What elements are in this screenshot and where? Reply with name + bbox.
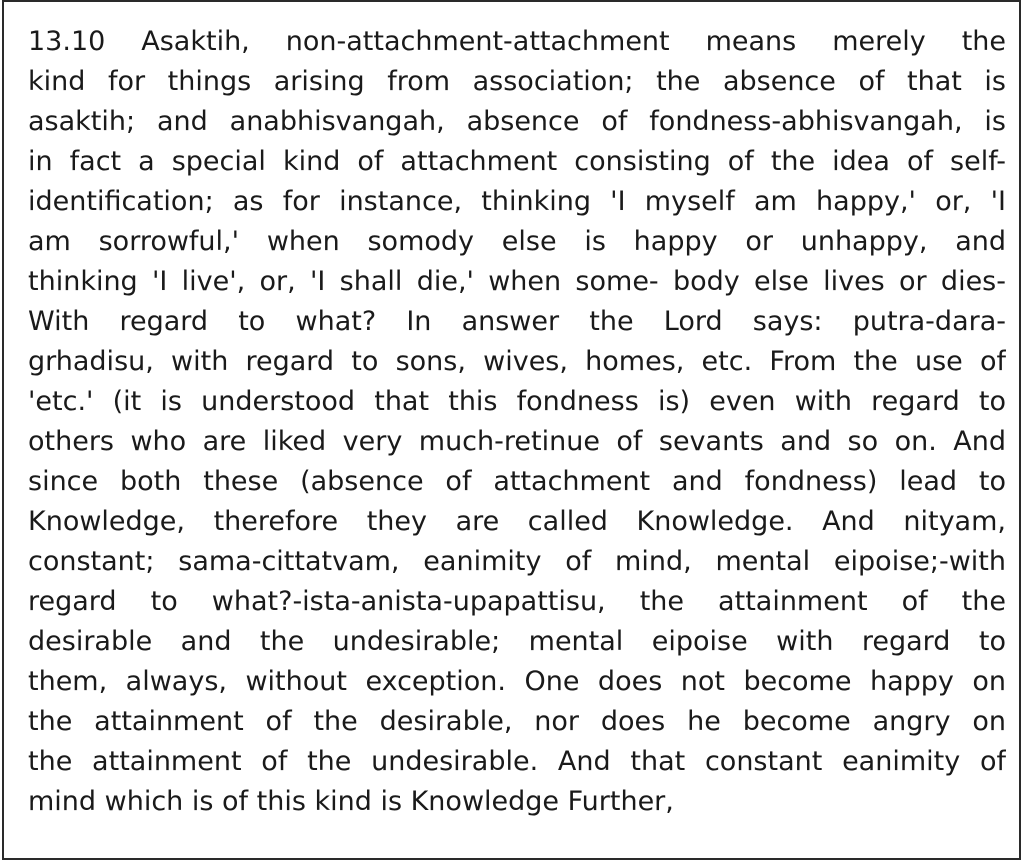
text-panel: [2, 0, 1021, 860]
passage-line: mind which is of this kind is Knowledge Further,: [28, 786, 674, 817]
passage-line: others who are liked very much-retinue of sevants and so on. And: [28, 426, 1006, 457]
passage-line: the attainment of the desirable, nor does he become angry on: [28, 706, 1006, 737]
passage-line: am sorrowful,' when somody else is happy or unhappy, and: [28, 226, 1006, 257]
passage-line: Knowledge, therefore they are called Knowledge. And nityam,: [28, 506, 1006, 537]
passage-line: With regard to what? In answer the Lord says: putra-dara-: [28, 306, 1006, 337]
passage-line: asaktih; and anabhisvangah, absence of fondness-abhisvangah, is: [28, 106, 1006, 137]
passage-line: regard to what?-ista-anista-upapattisu, the attainment of the: [28, 586, 1006, 617]
passage-line: in fact a special kind of attachment consisting of the idea of self-: [28, 146, 1006, 177]
passage-line: since both these (absence of attachment and fondness) lead to: [28, 466, 1006, 497]
passage-line: 13.10 Asaktih, non-attachment-attachment means merely the: [28, 26, 1006, 57]
passage-line: desirable and the undesirable; mental eipoise with regard to: [28, 626, 1006, 657]
passage-line: thinking 'I live', or, 'I shall die,' when some- body else lives or dies-: [28, 266, 1006, 297]
passage-line: them, always, without exception. One does not become happy on: [28, 666, 1006, 697]
commentary-passage: [28, 22, 1006, 822]
passage-line: 'etc.' (it is understood that this fondness is) even with regard to: [28, 386, 1006, 417]
passage-line: the attainment of the undesirable. And that constant eanimity of: [28, 746, 1006, 777]
passage-line: constant; sama-cittatvam, eanimity of mind, mental eipoise;-with: [28, 546, 1006, 577]
passage-line: identification; as for instance, thinking 'I myself am happy,' or, 'I: [28, 186, 1006, 217]
passage-line: grhadisu, with regard to sons, wives, homes, etc. From the use of: [28, 346, 1006, 377]
passage-line: kind for things arising from association; the absence of that is: [28, 66, 1006, 97]
